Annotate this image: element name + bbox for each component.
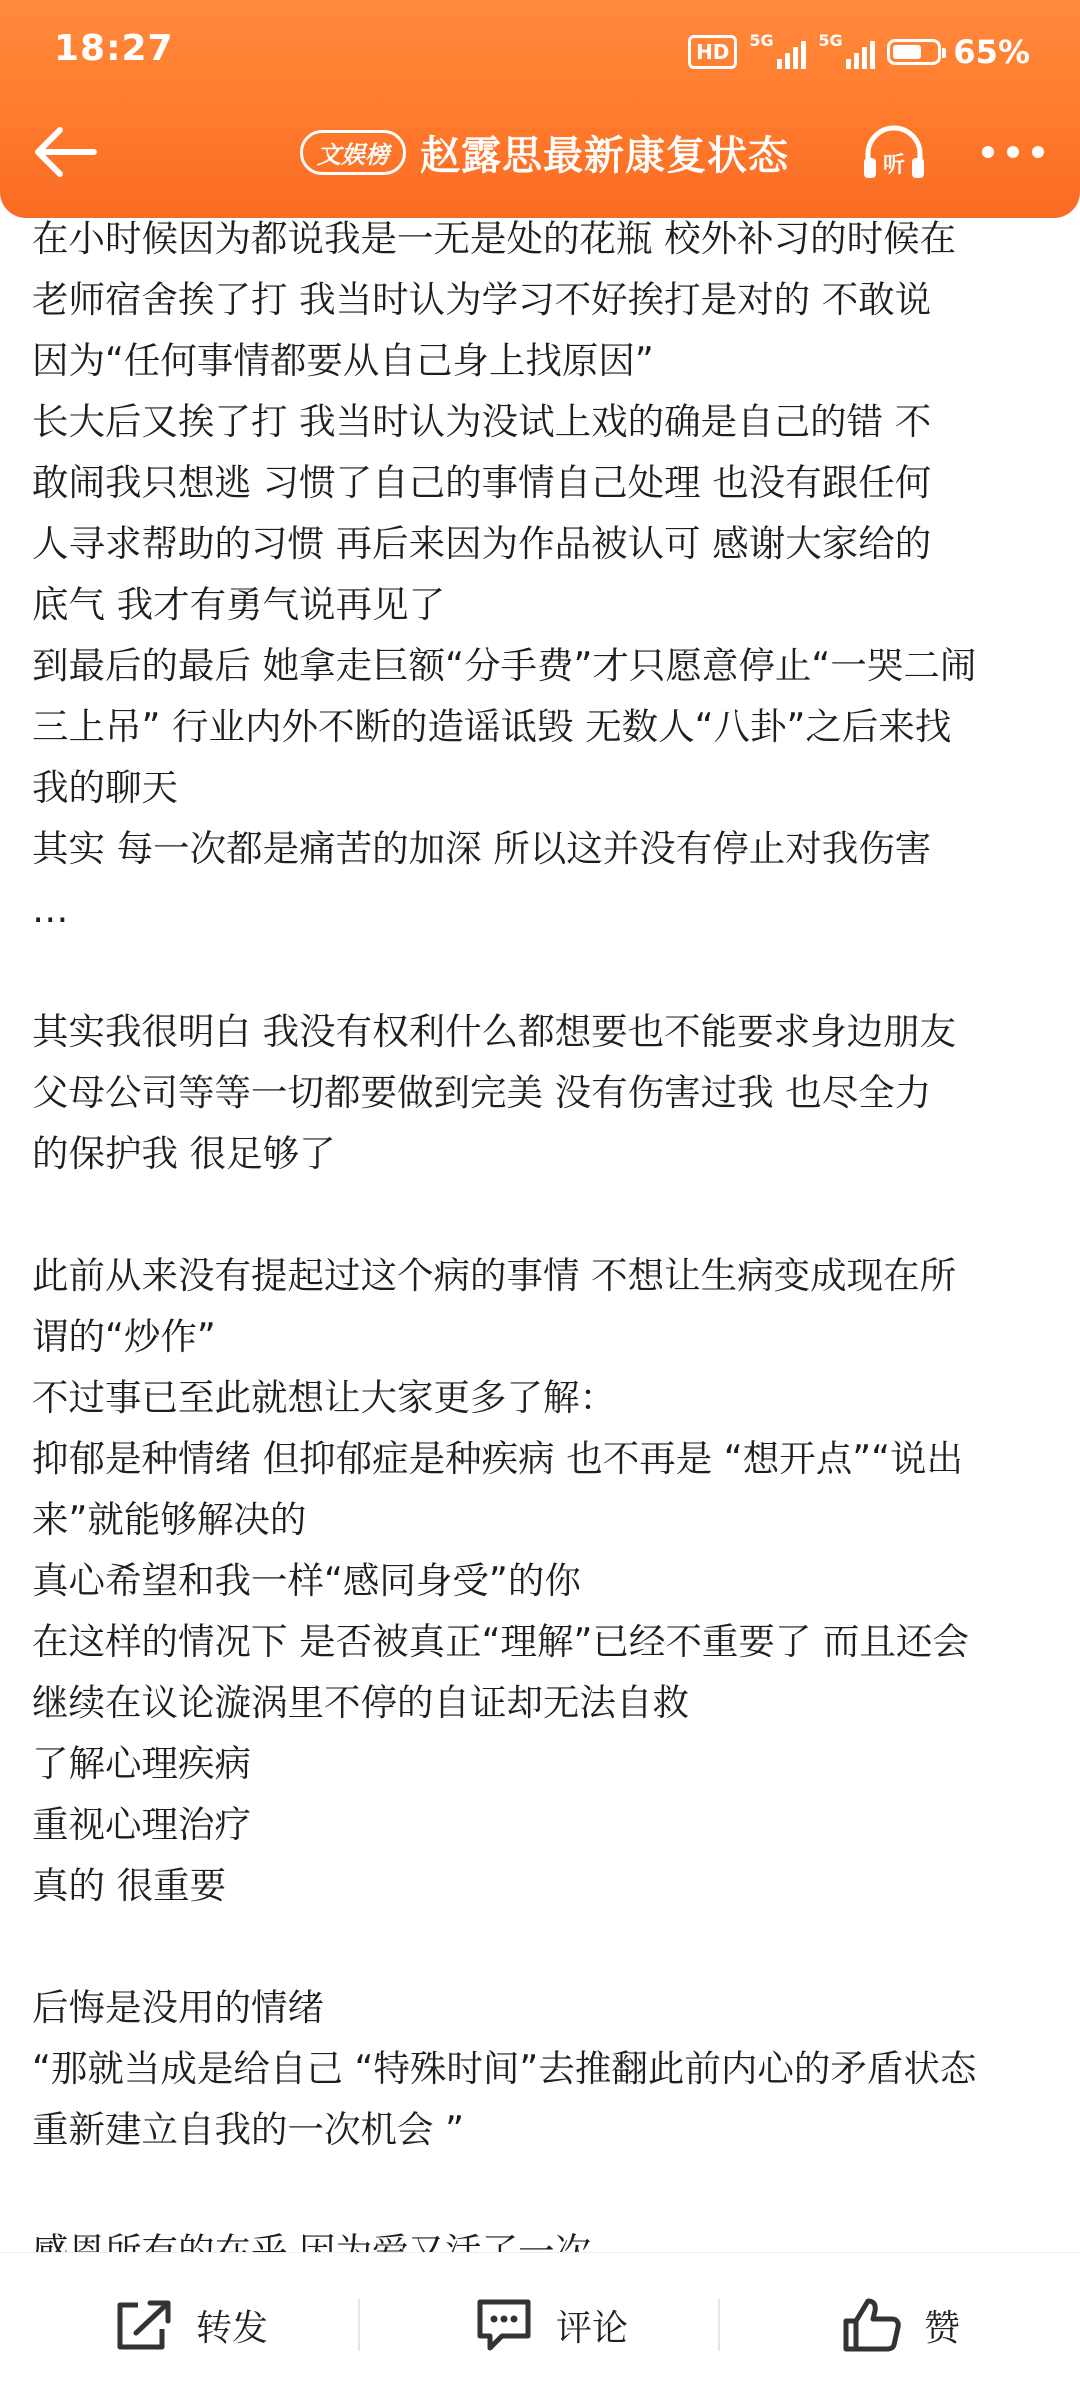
- back-button[interactable]: [30, 122, 100, 182]
- article-text-line: 谓的“炒作”: [32, 1315, 216, 1358]
- battery-percent: 65%: [953, 33, 1030, 71]
- divider: [718, 2299, 720, 2351]
- listen-label: 听: [882, 153, 906, 178]
- article-text-line: 在小时候因为都说我是一无是处的花瓶 校外补习的时候在: [32, 217, 957, 260]
- entertainment-list-tag[interactable]: 文娱榜: [300, 130, 406, 175]
- article-text-line: 我的聊天: [32, 766, 178, 809]
- article-text-line: 老师宿舍挨了打 我当时认为学习不好挨打是对的 不敢说: [32, 278, 932, 321]
- article-text-line: 其实 每一次都是痛苦的加深 所以这并没有停止对我伤害: [32, 827, 932, 870]
- battery-level: [893, 45, 920, 59]
- battery-icon: [887, 39, 941, 65]
- article-text-line: 此前从来没有提起过这个病的事情 不想让生病变成现在所: [32, 1254, 957, 1297]
- article-text-line: 的保护我 很足够了: [32, 1132, 336, 1175]
- thumbs-up-icon: [840, 2295, 904, 2355]
- article-text-line: 后悔是没用的情绪: [32, 1986, 324, 2029]
- article-text-line: 因为“任何事情都要从自己身上找原因”: [32, 339, 654, 382]
- network-type-label: 5G: [749, 31, 774, 50]
- nav-bar: [0, 110, 1080, 194]
- divider: [358, 2299, 360, 2351]
- article-text-line: 到最后的最后 她拿走巨额“分手费”才只愿意停止“一哭二闹: [32, 644, 977, 687]
- status-indicators: [688, 32, 1030, 72]
- article-text-line: “那就当成是给自己 “特殊时间”去推翻此前内心的矛盾状态: [32, 2047, 977, 2090]
- share-icon: [112, 2297, 176, 2353]
- status-bar: [0, 0, 1080, 100]
- like-button[interactable]: [750, 2275, 1050, 2375]
- signal-icon: [818, 31, 875, 69]
- forward-label: 转发: [195, 2307, 268, 2349]
- comment-icon: [472, 2296, 536, 2354]
- back-arrow-icon: [30, 122, 100, 182]
- more-options-button[interactable]: [978, 130, 1048, 174]
- like-label: 赞: [923, 2307, 960, 2349]
- hd-badge: HD: [688, 35, 737, 69]
- article-text-line: 重视心理治疗: [32, 1803, 251, 1846]
- article-text-line: 真心希望和我一样“感同身受”的你: [32, 1559, 581, 1602]
- status-time: 18:27: [54, 28, 174, 69]
- article-text-line: 父母公司等等一切都要做到完美 没有伤害过我 也尽全力: [32, 1071, 932, 1114]
- paragraph-gap: [32, 1184, 1052, 1245]
- article-text-line: 在这样的情况下 是否被真正“理解”已经不重要了 而且还会: [32, 1620, 970, 1663]
- article-text-line: 不过事已至此就想让大家更多了解：: [32, 1376, 616, 1419]
- top-header: [0, 0, 1080, 218]
- article-text-line: 三上吊” 行业内外不断的造谣诋毁 无数人“八卦”之后来找: [32, 705, 952, 748]
- listen-button[interactable]: [858, 120, 930, 184]
- article-text-line: 底气 我才有勇气说再见了: [32, 583, 446, 626]
- more-dots-icon: [978, 130, 1048, 174]
- paragraph-gap: [32, 1916, 1052, 1977]
- article-text-line: 了解心理疾病: [32, 1742, 251, 1785]
- comment-label: 评论: [555, 2307, 628, 2349]
- article-text-line: …: [32, 888, 69, 931]
- forward-button[interactable]: [40, 2275, 340, 2375]
- article-text-line: 继续在议论漩涡里不停的自证却无法自救: [32, 1681, 689, 1724]
- page-title: 赵露思最新康复状态: [420, 132, 789, 179]
- comment-button[interactable]: [400, 2275, 700, 2375]
- article-text-line: 其实我很明白 我没有权利什么都想要也不能要求身边朋友: [32, 1010, 957, 1053]
- article-text-line: 真的 很重要: [32, 1864, 227, 1907]
- signal-icon: [749, 31, 806, 69]
- headphones-icon: [858, 120, 930, 184]
- article-text-line: 长大后又挨了打 我当时认为没试上戏的确是自己的错 不: [32, 400, 932, 443]
- bottom-action-bar: [0, 2252, 1080, 2401]
- paragraph-gap: [32, 940, 1052, 1001]
- paragraph-gap: [32, 2160, 1052, 2221]
- article-text-line: 敢闹我只想逃 习惯了自己的事情自己处理 也没有跟任何: [32, 461, 932, 504]
- network-type-label: 5G: [818, 31, 843, 50]
- article-body: [32, 208, 1052, 2242]
- nav-title-group: [300, 120, 789, 184]
- article-text-line: 抑郁是种情绪 但抑郁症是种疾病 也不再是 “想开点”“说出: [32, 1437, 964, 1480]
- article-text-line: 来”就能够解决的: [32, 1498, 307, 1541]
- article-text-line: 重新建立自我的一次机会 ”: [32, 2108, 465, 2151]
- article-text-line: 人寻求帮助的习惯 再后来因为作品被认可 感谢大家给的: [32, 522, 932, 565]
